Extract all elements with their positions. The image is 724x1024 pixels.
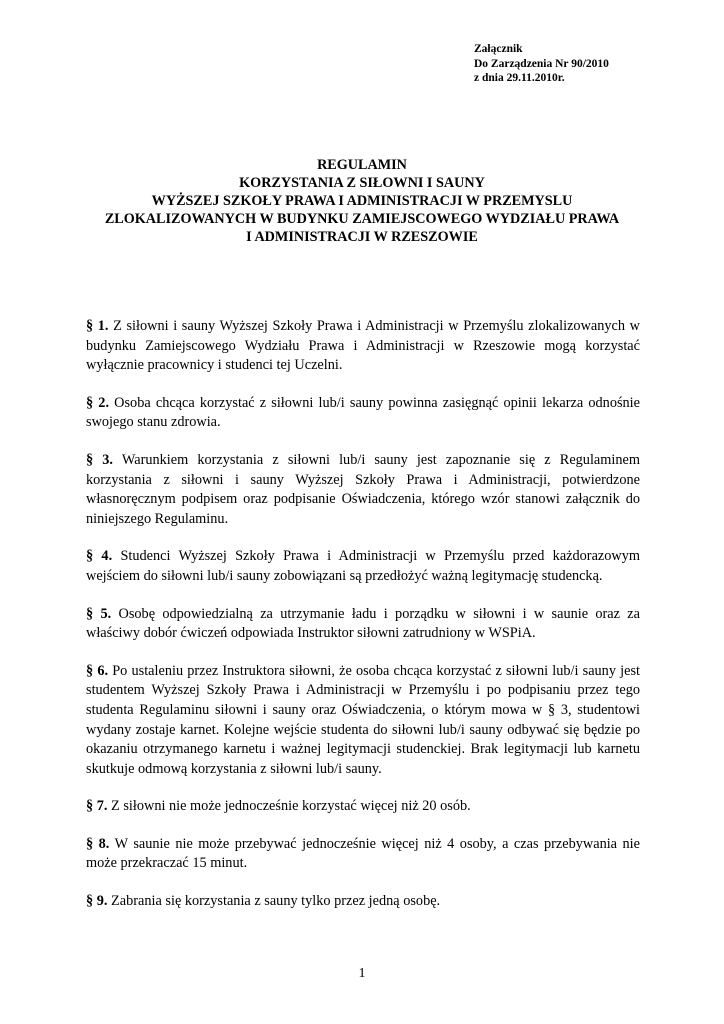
paragraph-number: § 5.	[86, 605, 112, 622]
paragraph-number: § 8.	[86, 835, 110, 852]
paragraph-1	[86, 317, 640, 376]
paragraph-5	[86, 605, 640, 644]
paragraph-6	[86, 662, 640, 780]
page-number: 1	[358, 966, 366, 981]
regulation-body	[86, 317, 640, 930]
paragraph-number: § 2.	[86, 394, 110, 411]
paragraph-text: W saunie nie może przebywać jednocześnie więcej niż 4 osoby, a czas przebywania nie może przekraczać 15 minut.	[86, 835, 640, 872]
title-line: WYŻSZEJ SZKOŁY PRAWA I ADMINISTRACJI W PRZEMYSLU	[151, 193, 573, 209]
paragraph-number: § 6.	[86, 662, 109, 679]
annex-date: z dnia 29.11.2010r.	[474, 72, 565, 84]
paragraph-text: Osobę odpowiedzialną za utrzymanie ładu i porządku w siłowni i w saunie oraz za właściwy dobór ćwiczeń odpowiada Instruktor siłowni zatrudniony w WSPiA.	[86, 605, 640, 642]
title-line: REGULAMIN	[317, 157, 407, 173]
paragraph-text: Osoba chcąca korzystać z siłowni lub/i sauny powinna zasięgnąć opinii lekarza odnośnie swojego stanu zdrowia.	[86, 394, 640, 431]
paragraph-text: Z siłowni nie może jednocześnie korzystać więcej niż 20 osób.	[111, 798, 471, 815]
paragraph-3	[86, 451, 640, 529]
paragraph-number: § 3.	[86, 451, 113, 468]
paragraph-number: § 4.	[86, 548, 113, 565]
title-line: ZLOKALIZOWANYCH W BUDYNKU ZAMIEJSCOWEGO WYDZIAŁU PRAWA	[104, 211, 620, 227]
paragraph-4	[86, 547, 640, 586]
annex-note	[474, 42, 609, 86]
document-title	[60, 156, 664, 246]
paragraph-8	[86, 835, 640, 874]
paragraph-9	[86, 892, 640, 912]
paragraph-text: Z siłowni i sauny Wyższej Szkoły Prawa i Administracji w Przemyślu zlokalizowanych w budynku Zamiejscowego Wydziału Prawa i Administracji w Rzeszowie mogą korzystać wyłącznie pracownicy i studenci tej Uczelni.	[86, 318, 640, 374]
paragraph-text: Zabrania się korzystania z sauny tylko przez jedną osobę.	[111, 893, 441, 910]
annex-regulation-ref: Do Zarządzenia Nr 90/2010	[474, 57, 609, 70]
paragraph-text: Studenci Wyższej Szkoły Prawa i Administracji w Przemyślu przed każdorazowym wejściem do siłowni lub/i sauny zobowiązani są przedłożyć ważną legitymację studencką.	[86, 548, 641, 584]
paragraph-text: Warunkiem korzystania z siłowni lub/i sauny jest zapoznanie się z Regulaminem korzystania z siłowni i sauny Wyższej Szkoły Prawa i Administracji, potwierdzone własnoręcznym podpisem oraz podpisanie Oświadczenia, którego wzór stanowi załącznik do niniejszego Regulaminu.	[86, 451, 640, 527]
annex-label: Załącznik	[474, 43, 523, 55]
paragraph-number: § 9.	[86, 893, 108, 910]
paragraph-7	[86, 797, 640, 817]
paragraph-text: Po ustaleniu przez Instruktora siłowni, że osoba chcąca korzystać z siłowni lub/i sauny jest studentem Wyższej Szkoły Prawa i Administracji w Przemyślu i po podpisaniu przez tego studenta Regulaminu siłowni i sauny oraz Oświadczenia, o którym mowa w § 3, studentowi wydany zostaje karnet. Kolejne wejście studenta do siłowni lub/i sauny odbywać się będzie po okazaniu otrzymanego karnetu i ważnej legitymacji studenckiej. Brak legitymacji lub karnetu skutkuje odmową korzystania z siłowni lub/i sauny.	[86, 662, 641, 777]
paragraph-number: § 7.	[86, 798, 108, 815]
paragraph-number: § 1.	[86, 318, 109, 334]
title-line: KORZYSTANIA Z SIŁOWNI I SAUNY	[239, 175, 485, 191]
paragraph-2	[86, 394, 640, 433]
title-line: I ADMINISTRACJI W RZESZOWIE	[246, 229, 478, 245]
